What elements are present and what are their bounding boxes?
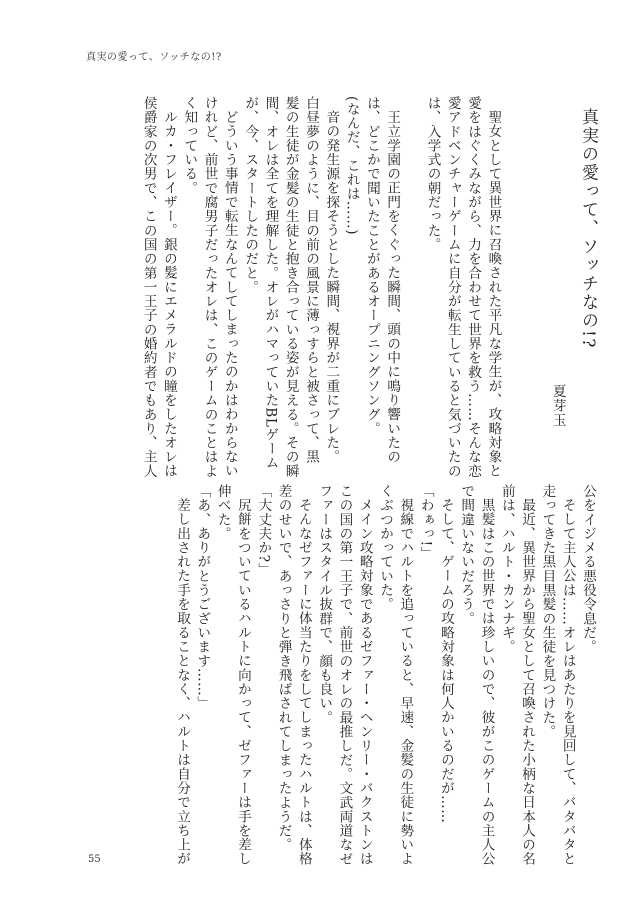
paragraph-line: は、どこかで聞いたことがあるオープニングソング。 (363, 96, 380, 436)
paragraph-line: 黒髪はこの世界では珍しいので、彼がこのゲームの主人公 (478, 498, 495, 866)
paragraph-line: く知っている。 (181, 96, 198, 196)
paragraph-line: 愛アドベンチャーゲームに自分が転生していると気づいたの (444, 96, 461, 479)
paragraph-line: 髪の生徒が金髪の生徒と抱き合っている姿が見える。その瞬 (282, 96, 299, 479)
paragraph-line: 走ってきた黒目黒髪の生徒を見つけた。 (539, 484, 556, 739)
paragraph-line: この国の第一王子で、前世のオレの最推しだ。文武両道なゼ (336, 484, 353, 867)
paragraph-line: 前は、ハルト・カンナギ。 (498, 484, 515, 654)
dialogue-line: 「わぁっ!」 (417, 484, 434, 561)
paragraph-line: そんなゼファーに体当たりをしてしまったハルトは、体格 (295, 498, 312, 866)
paragraph-line: 最近、異世界から聖女として召喚された小柄な日本人の名 (519, 498, 536, 866)
paragraph-line: 侯爵家の次男で、この国の第一王子の婚約者でもあり、主人 (140, 96, 157, 479)
paragraph-line: そして、ゲームの攻略対象は何人かいるのだが…… (437, 498, 454, 824)
page-number: 55 (88, 854, 101, 865)
running-head: 真実の愛って、ソッチなの!? (86, 52, 222, 63)
paragraph-line: どういう事情で転生なんてしてしまったのかはわからない (221, 110, 238, 478)
paragraph-line: そして主人公は……オレはあたりを見回して、バタバタと (559, 498, 576, 866)
paragraph-line: 差のせいで、あっさりと弾き飛ばされてしまったようだ。 (275, 484, 292, 852)
paragraph-line: 白昼夢のように、目の前の風景に薄っすらと被さって、黒 (303, 96, 320, 464)
dialogue-line: 「あ、ありがとうございます……」 (194, 484, 211, 711)
dialogue-line: 「大丈夫か?」 (255, 484, 272, 577)
paragraph-line: 音の発生源を探そうとした瞬間、視界が二重にブレた。 (323, 110, 340, 464)
paragraph-line: 愛をはぐくみながら、力を合わせて世界を救う……そんな恋 (465, 96, 482, 479)
paragraph-line: 視線でハルトを追っていると、早速、金髪の生徒に勢いよ (397, 498, 414, 866)
paragraph-line: 公をイジメる悪役令息だ。 (580, 484, 596, 654)
paragraph-line: ルカ・フレイザー。銀の髪にエメラルドの瞳をしたオレは (160, 110, 177, 478)
story-author: 夏芽玉 (549, 384, 566, 428)
paragraph-line: (なんだ、これは……) (343, 96, 360, 236)
paragraph-line: 尻餅をついているハルトに向かって、ゼファーは手を差し (234, 498, 251, 866)
paragraph-line: 差し出された手を取ることなく、ハルトは自分で立ち上が (174, 498, 191, 866)
paragraph-line: 伸べた。 (214, 484, 231, 541)
paragraph-line: が、今、スタートしたのだと。 (242, 96, 259, 295)
paragraph-line: くぶつかっていた。 (377, 484, 394, 612)
story-title: 真実の愛って、ソッチなの!? (578, 108, 598, 349)
spacer (402, 96, 422, 458)
spacer (503, 96, 523, 458)
text-block-bottom (172, 484, 598, 867)
paragraph-line: 聖女として異世界に召喚された平凡な学生が、攻略対象と (485, 110, 502, 478)
paragraph-line: 間、オレは全てを理解した。オレがハマっていたBLゲーム (262, 96, 279, 470)
paragraph-line: 王立学園の正門をくぐった瞬間、頭の中に鳴り響いたの (384, 110, 401, 464)
paragraph-line: で間違いないだろう。 (458, 484, 475, 626)
paragraph-line: ファーはスタイル抜群で、顔も良い。 (316, 484, 333, 725)
paragraph-line: メイン攻略対象であるゼファー・ヘンリー・バクストンは (356, 498, 373, 866)
text-block-top (138, 96, 598, 479)
paragraph-line: けれど、前世で腐男子だったオレは、このゲームのことはよ (201, 96, 218, 479)
paragraph-line: は、入学式の朝だった。 (424, 96, 441, 252)
